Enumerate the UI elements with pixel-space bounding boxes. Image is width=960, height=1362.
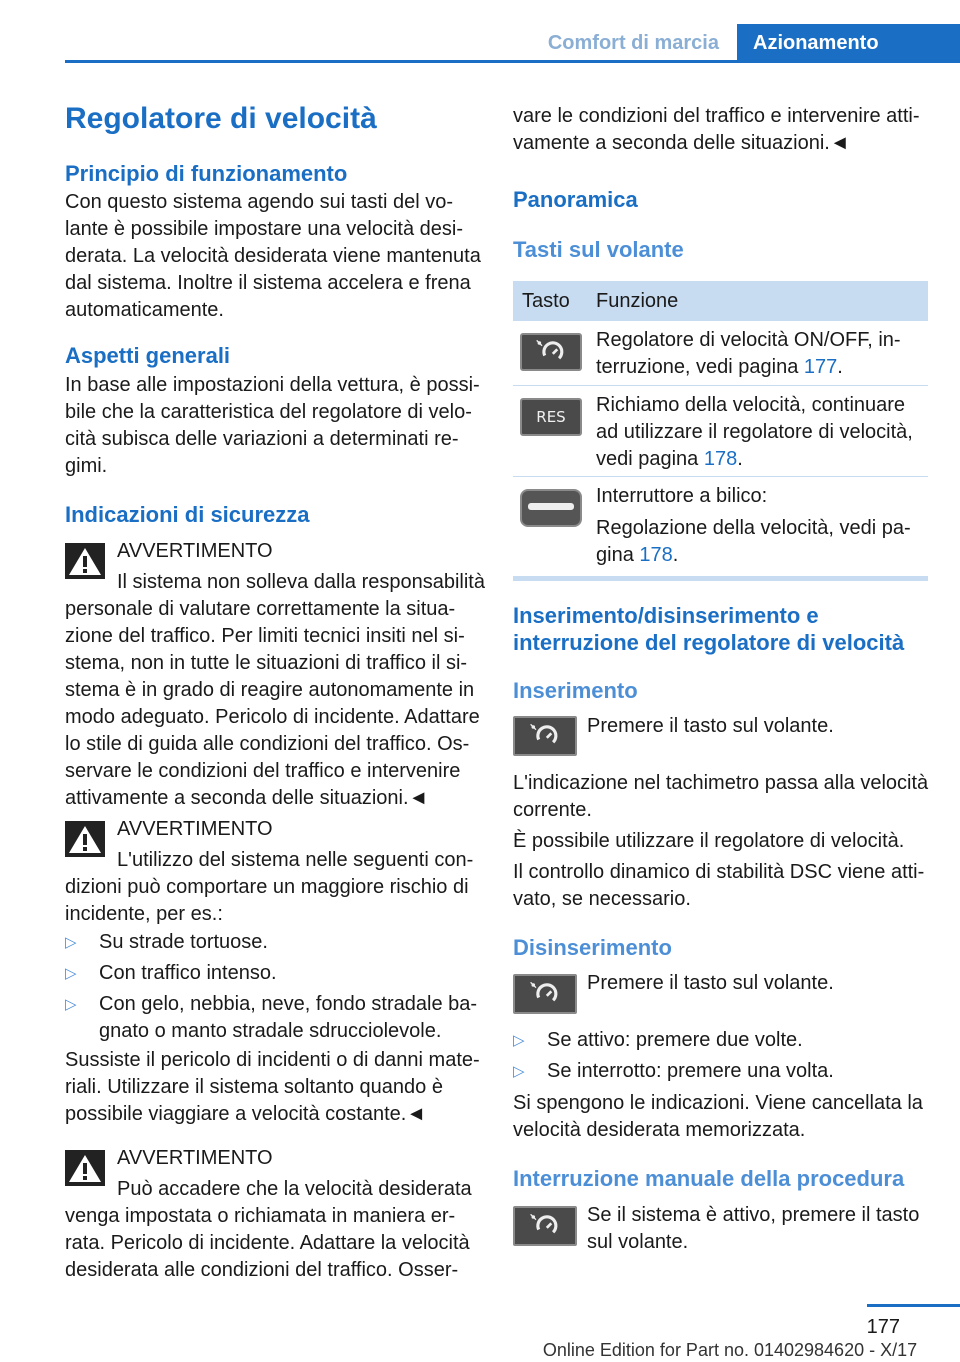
onoff-heading: Inserimento/disinserimento e interruzione del regolatore di velocità xyxy=(513,603,905,655)
cruise-control-icon xyxy=(513,716,577,756)
footer-rule xyxy=(867,1304,960,1307)
table-rule xyxy=(513,576,928,581)
overview-heading: Panoramica xyxy=(513,187,638,212)
activate-press: Premere il tasto sul volante. xyxy=(587,715,834,737)
page-link[interactable]: 177 xyxy=(803,356,838,378)
warning-after-text: Sussiste il pericolo di incidenti o di danni mate- riali. Utilizzare il sistema soltanto quando è possibile viaggiare a velocità costante.◄ xyxy=(65,1049,480,1125)
table-row xyxy=(513,386,928,477)
manual-heading: Interruzione manuale della procedura xyxy=(513,1166,905,1191)
keys-heading: Tasti sul volante xyxy=(513,237,684,262)
principle-heading: Principio di funzionamento xyxy=(65,161,348,186)
safety-heading: Indicazioni di sicurezza xyxy=(65,502,310,527)
list-item: ▷ Con gelo, nebbia, neve, fondo stradale ba- gnato o manto stradale sdrucciolevole. xyxy=(65,993,478,1042)
table-header xyxy=(513,281,928,321)
continued-text: vare le condizioni del traffico e intervenire atti- vamente a seconda delle situazioni.◄ xyxy=(513,105,920,154)
principle-text: Con questo sistema agendo sui tasti del vo- lante è possibile impostare una velocità desi- derata. La velocità desiderata viene mantenuta dal sistema. Inoltre il sistema accelera e frena automaticamente. xyxy=(65,191,481,321)
deactivate-press: Premere il tasto sul volante. xyxy=(587,972,834,994)
res-button-icon: RES xyxy=(520,398,582,436)
table-row xyxy=(513,477,928,576)
page-number: 177 xyxy=(866,1316,900,1338)
warning-first-line: Il sistema non solleva dalla responsabilità xyxy=(117,571,485,593)
warning-first-line: Può accadere che la velocità desiderata xyxy=(117,1178,472,1200)
rocker-switch-icon xyxy=(520,489,582,527)
edition-note: Online Edition for Part no. 01402984620 - X/17 xyxy=(542,1340,918,1360)
list-item: ▷ Su strade tortuose. xyxy=(65,931,268,953)
column-header-function: Funzione xyxy=(596,289,679,312)
manual-text: Se il sistema è attivo, premere il tasto sul volante. xyxy=(587,1204,920,1253)
warning-text: venga impostata o richiamata in maniera er- rata. Pericolo di incidente. Adattare la velocità desiderata alle condizioni del traffico. Osser- xyxy=(65,1205,470,1281)
warning-icon xyxy=(65,821,105,857)
activate-text: L'indicazione nel tachimetro passa alla velocità corrente. È possibile utilizzare il regolatore di velocità. Il controllo dinamico di stabilità DSC viene atti- vato, se necessario. xyxy=(513,772,929,910)
header-tab[interactable]: Azionamento xyxy=(737,24,960,62)
cruise-control-icon xyxy=(520,333,582,371)
keys-table xyxy=(513,281,928,581)
table-row xyxy=(513,321,928,386)
function-text: Richiamo della velocità, continuare ad utilizzare il regolatore di velocità, vedi pagina 178. xyxy=(596,394,913,470)
warning-text: dizioni può comportare un maggiore rischio di incidente, per es.: xyxy=(65,876,469,925)
list-item: ▷ Se attivo: premere due volte. xyxy=(513,1029,803,1051)
warning-first-line: L'utilizzo del sistema nelle seguenti con- xyxy=(117,849,474,871)
page-link[interactable]: 178 xyxy=(703,448,738,470)
list-item: ▷ Se interrotto: premere una volta. xyxy=(513,1060,834,1082)
warning-text: personale di valutare correttamente la situa- zione del traffico. Per limiti tecnici insiti nel si- stema, non in tutte le situazioni di traffico il si- stema è in grado di reagire autonomamente in modo adeguato. Pericolo di incidente. Adattare lo stile di guida alle condizioni del traffico. Os- servare le condizioni del traffico e intervenire attivamente a seconda delle situazioni.◄ xyxy=(65,598,480,809)
general-text: In base alle impostazioni della vettura, è possi- bile che la caratteristica del regolatore di velo- cità subisca delle variazioni a determinati re- gimi. xyxy=(65,374,480,477)
cruise-control-icon xyxy=(513,1206,577,1246)
page-title: Regolatore di velocità xyxy=(65,102,377,135)
header-rule xyxy=(65,60,960,63)
activate-heading: Inserimento xyxy=(513,678,638,703)
condition-list xyxy=(65,929,485,1045)
column-header-key: Tasto xyxy=(522,289,570,312)
function-text: Interruttore a bilico: Regolazione della velocità, vedi pa- gina 178. xyxy=(596,485,911,566)
cruise-control-icon xyxy=(513,974,577,1014)
list-item: ▷ Con traffico intenso. xyxy=(65,962,277,984)
deactivate-heading: Disinserimento xyxy=(513,935,672,960)
deactivate-text: Si spengono le indicazioni. Viene cancellata la velocità desiderata memorizzata. xyxy=(513,1092,923,1141)
warning-icon xyxy=(65,1150,105,1186)
warning-label: AVVERTIMENTO xyxy=(117,818,273,840)
warning-label: AVVERTIMENTO xyxy=(117,1147,273,1169)
header-section: Comfort di marcia xyxy=(547,32,719,54)
page-link[interactable]: 178 xyxy=(639,544,673,566)
function-text: Regolatore di velocità ON/OFF, in- terruzione, vedi pagina 177. xyxy=(596,329,901,378)
deactivate-list xyxy=(513,1027,943,1085)
warning-label: AVVERTIMENTO xyxy=(117,540,273,562)
general-heading: Aspetti generali xyxy=(65,343,231,368)
warning-icon xyxy=(65,543,105,579)
